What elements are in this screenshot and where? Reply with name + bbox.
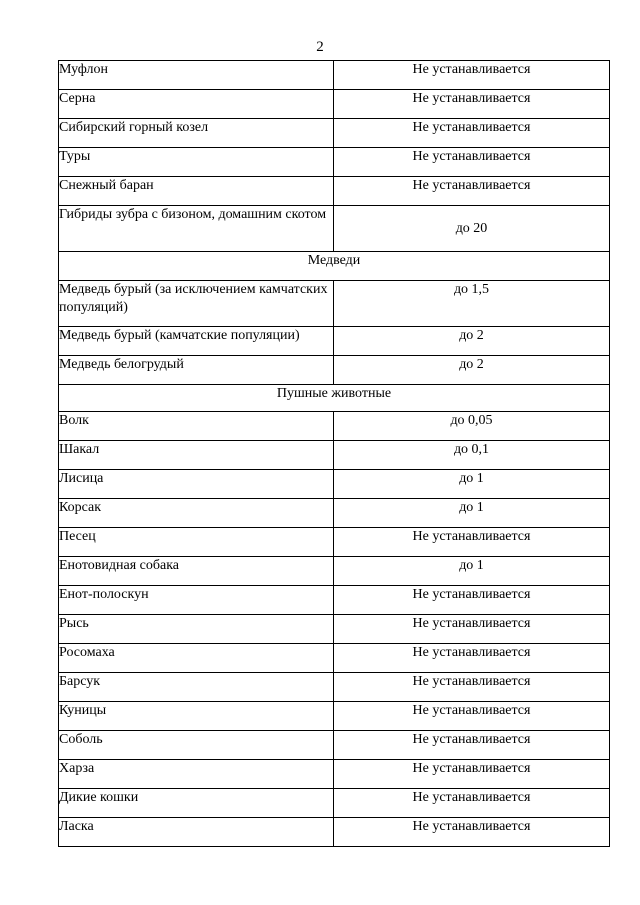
table-row	[59, 327, 610, 356]
animal-name: Росомаха	[59, 644, 334, 673]
table-row	[59, 789, 610, 818]
table-row	[59, 61, 610, 90]
table-row	[59, 148, 610, 177]
norm-value: Не устанавливается	[334, 90, 610, 119]
animal-name: Ласка	[59, 818, 334, 847]
animal-name: Шакал	[59, 441, 334, 470]
table-row	[59, 760, 610, 789]
animal-name: Песец	[59, 528, 334, 557]
norm-value: Не устанавливается	[334, 61, 610, 90]
section-title-fur-animals: Пушные животные	[59, 385, 610, 412]
norm-value: Не устанавливается	[334, 731, 610, 760]
table-row	[59, 90, 610, 119]
animal-name: Муфлон	[59, 61, 334, 90]
norm-value: Не устанавливается	[334, 760, 610, 789]
animal-name: Барсук	[59, 673, 334, 702]
animal-name: Соболь	[59, 731, 334, 760]
table-row	[59, 528, 610, 557]
norm-value: Не устанавливается	[334, 702, 610, 731]
norm-value: до 1	[334, 470, 610, 499]
norm-value: до 20	[334, 206, 610, 252]
animal-name: Медведь бурый (камчатские популяции)	[59, 327, 334, 356]
norm-value: Не устанавливается	[334, 818, 610, 847]
norms-table	[58, 60, 610, 847]
norm-value: Не устанавливается	[334, 119, 610, 148]
norm-value: до 2	[334, 356, 610, 385]
norm-value: до 1,5	[334, 281, 610, 327]
animal-name: Рысь	[59, 615, 334, 644]
norm-value: до 0,05	[334, 412, 610, 441]
animal-name: Сибирский горный козел	[59, 119, 334, 148]
norm-value: до 1	[334, 557, 610, 586]
norm-value: Не устанавливается	[334, 673, 610, 702]
table-row	[59, 441, 610, 470]
table-row	[59, 586, 610, 615]
norm-value: Не устанавливается	[334, 615, 610, 644]
animal-name: Гибриды зубра с бизоном, домашним скотом	[59, 206, 334, 252]
norm-value: Не устанавливается	[334, 177, 610, 206]
norm-value: до 0,1	[334, 441, 610, 470]
animal-name: Енотовидная собака	[59, 557, 334, 586]
table-row	[59, 177, 610, 206]
animal-name: Серна	[59, 90, 334, 119]
section-header-row	[59, 252, 610, 281]
animal-name: Медведь бурый (за исключением камчатских популяций)	[59, 281, 334, 327]
animal-name: Лисица	[59, 470, 334, 499]
table-row	[59, 470, 610, 499]
table-row	[59, 557, 610, 586]
animal-name: Медведь белогрудый	[59, 356, 334, 385]
animal-name: Туры	[59, 148, 334, 177]
table-row	[59, 356, 610, 385]
norm-value: Не устанавливается	[334, 148, 610, 177]
norm-value: до 2	[334, 327, 610, 356]
table-row	[59, 412, 610, 441]
animal-name: Енот-полоскун	[59, 586, 334, 615]
section-title-bears: Медведи	[59, 252, 610, 281]
table-row	[59, 615, 610, 644]
animal-name: Харза	[59, 760, 334, 789]
animal-name: Куницы	[59, 702, 334, 731]
table-row	[59, 499, 610, 528]
page-number: 2	[316, 39, 324, 55]
norm-value: Не устанавливается	[334, 644, 610, 673]
table-row	[59, 673, 610, 702]
table-row	[59, 119, 610, 148]
animal-name: Снежный баран	[59, 177, 334, 206]
norm-value: Не устанавливается	[334, 789, 610, 818]
animal-name: Волк	[59, 412, 334, 441]
table-row	[59, 731, 610, 760]
norm-value: Не устанавливается	[334, 586, 610, 615]
table-row	[59, 644, 610, 673]
norm-value: до 1	[334, 499, 610, 528]
norm-value: Не устанавливается	[334, 528, 610, 557]
table-row	[59, 206, 610, 252]
animal-name: Корсак	[59, 499, 334, 528]
section-header-row	[59, 385, 610, 412]
table-row	[59, 702, 610, 731]
table-row	[59, 281, 610, 327]
table-row	[59, 818, 610, 847]
animal-name: Дикие кошки	[59, 789, 334, 818]
